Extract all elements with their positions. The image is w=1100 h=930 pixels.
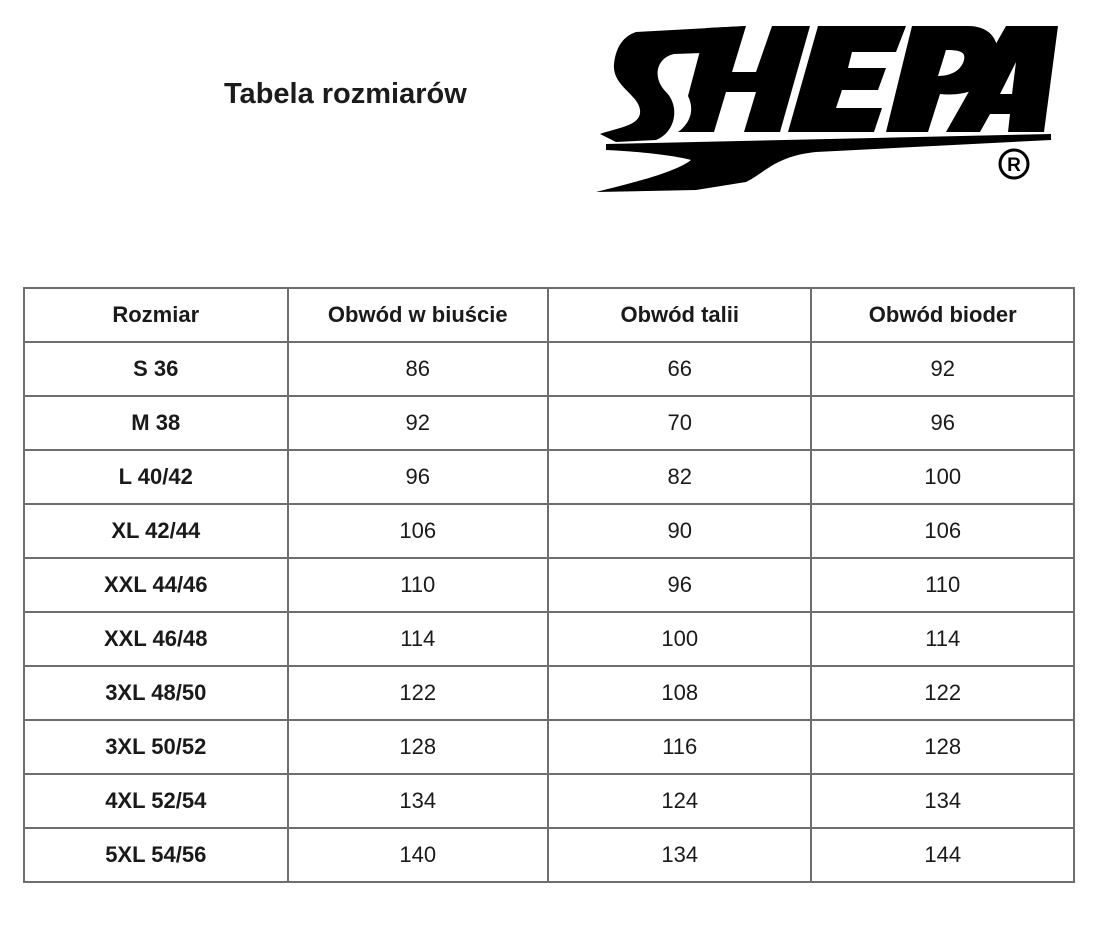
waist-cell: 70	[548, 396, 811, 450]
table-row	[24, 450, 1074, 504]
bust-cell: 128	[288, 720, 548, 774]
table-row	[24, 828, 1074, 882]
header-size: Rozmiar	[24, 288, 288, 342]
hips-cell: 134	[811, 774, 1074, 828]
size-cell: XXL 44/46	[24, 558, 288, 612]
size-cell: XXL 46/48	[24, 612, 288, 666]
bust-cell: 140	[288, 828, 548, 882]
bust-cell: 96	[288, 450, 548, 504]
hips-cell: 110	[811, 558, 1074, 612]
size-cell: 5XL 54/56	[24, 828, 288, 882]
waist-cell: 96	[548, 558, 811, 612]
table-row	[24, 342, 1074, 396]
shepa-logo-icon	[596, 22, 1066, 198]
size-cell: M 38	[24, 396, 288, 450]
bust-cell: 110	[288, 558, 548, 612]
hips-cell: 100	[811, 450, 1074, 504]
size-cell: 3XL 48/50	[24, 666, 288, 720]
bust-cell: 122	[288, 666, 548, 720]
hips-cell: 114	[811, 612, 1074, 666]
table-header-row	[24, 288, 1074, 342]
table-row	[24, 612, 1074, 666]
waist-cell: 82	[548, 450, 811, 504]
size-cell: 3XL 50/52	[24, 720, 288, 774]
size-chart-table	[23, 287, 1075, 883]
table-row	[24, 504, 1074, 558]
waist-cell: 116	[548, 720, 811, 774]
header-hips: Obwód bioder	[811, 288, 1074, 342]
waist-cell: 66	[548, 342, 811, 396]
table-row	[24, 774, 1074, 828]
waist-cell: 134	[548, 828, 811, 882]
header-bust: Obwód w biuście	[288, 288, 548, 342]
waist-cell: 108	[548, 666, 811, 720]
header-waist: Obwód talii	[548, 288, 811, 342]
table-row	[24, 558, 1074, 612]
registered-mark-icon	[1000, 150, 1028, 178]
waist-cell: 124	[548, 774, 811, 828]
waist-cell: 90	[548, 504, 811, 558]
bust-cell: 92	[288, 396, 548, 450]
hips-cell: 144	[811, 828, 1074, 882]
table-row	[24, 720, 1074, 774]
hips-cell: 122	[811, 666, 1074, 720]
bust-cell: 134	[288, 774, 548, 828]
bust-cell: 114	[288, 612, 548, 666]
size-cell: XL 42/44	[24, 504, 288, 558]
bust-cell: 86	[288, 342, 548, 396]
hips-cell: 106	[811, 504, 1074, 558]
hips-cell: 96	[811, 396, 1074, 450]
hips-cell: 128	[811, 720, 1074, 774]
svg-text:R: R	[1007, 155, 1021, 176]
page-title: Tabela rozmiarów	[224, 78, 467, 110]
table-row	[24, 666, 1074, 720]
bust-cell: 106	[288, 504, 548, 558]
table-row	[24, 396, 1074, 450]
size-cell: 4XL 52/54	[24, 774, 288, 828]
size-cell: L 40/42	[24, 450, 288, 504]
waist-cell: 100	[548, 612, 811, 666]
size-cell: S 36	[24, 342, 288, 396]
hips-cell: 92	[811, 342, 1074, 396]
